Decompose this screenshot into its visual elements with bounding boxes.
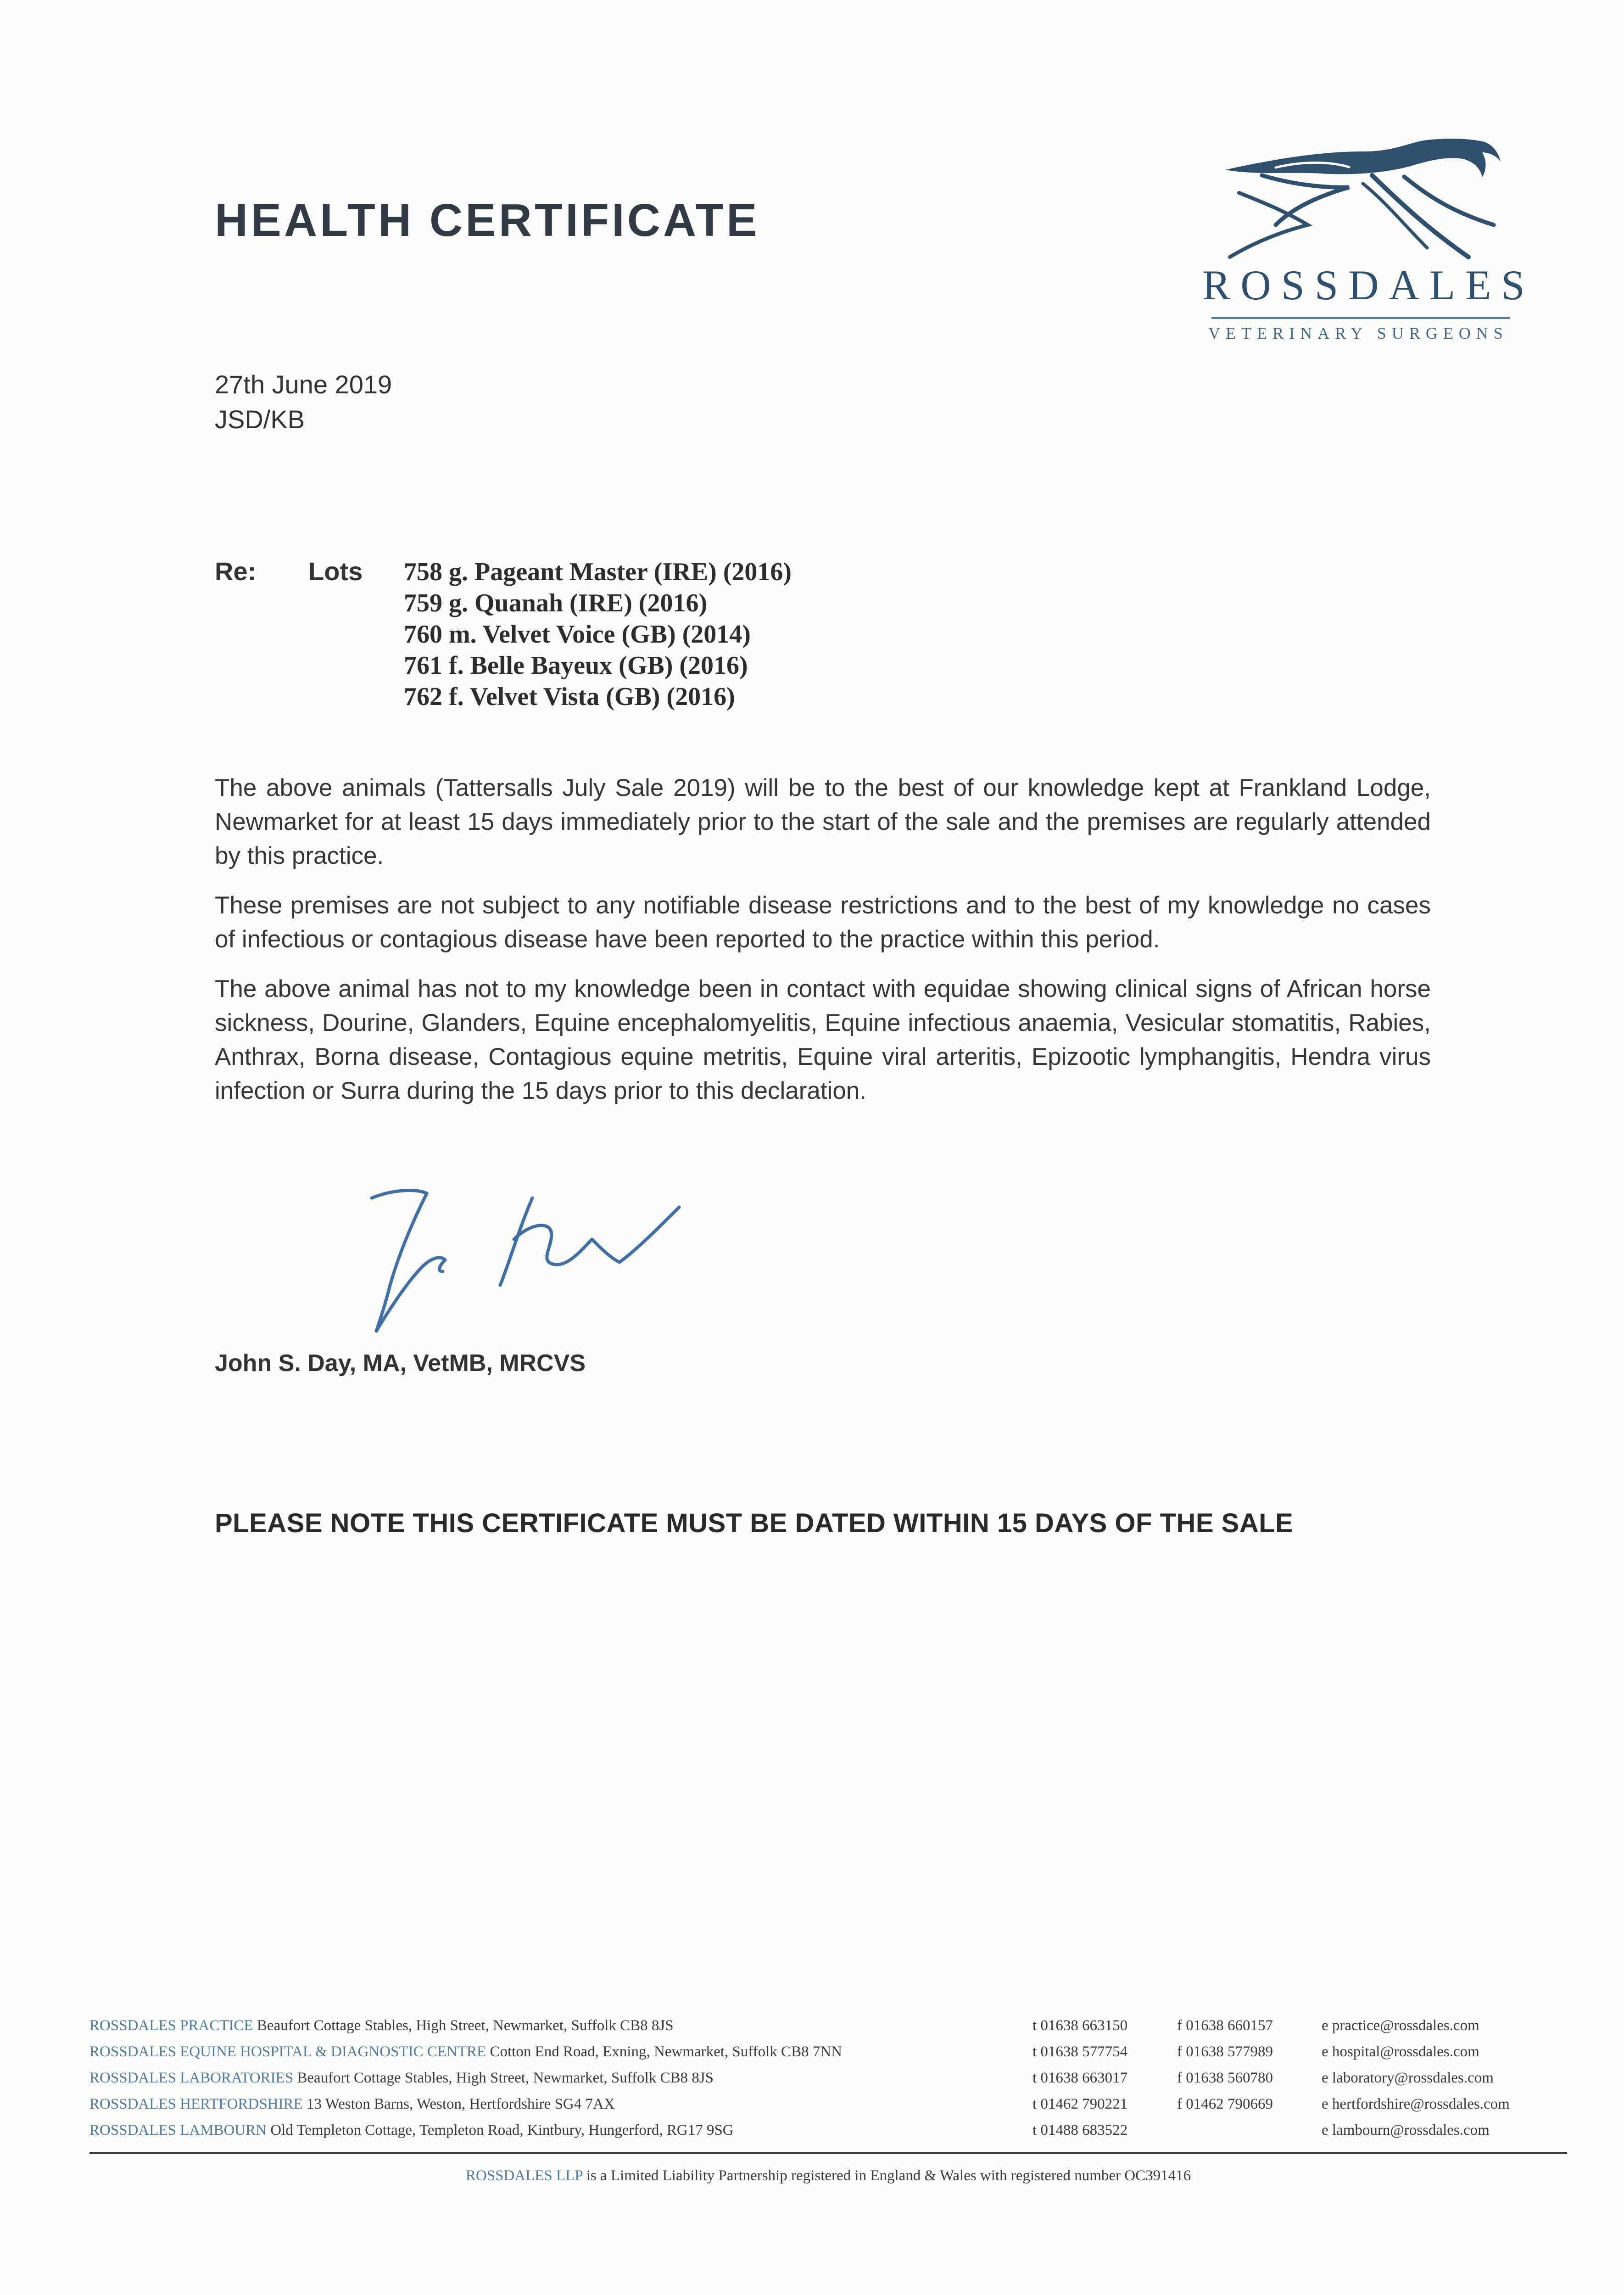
footer-address — [89, 2043, 842, 2060]
lot-item: 762 f. Velvet Vista (GB) (2016) — [404, 683, 735, 711]
lot-item: 759 g. Quanah (IRE) (2016) — [404, 589, 708, 617]
footer-fax: f 01638 560780 — [1177, 2070, 1273, 2086]
footer-row — [89, 2017, 1567, 2043]
footer-address-text: 13 Weston Barns, Weston, Hertfordshire SG4 7AX — [306, 2096, 615, 2112]
legal-text: is a Limited Liability Partnership registered in England & Wales with registered number OC391416 — [586, 2167, 1191, 2184]
footer-address-text: Beaufort Cottage Stables, High Street, Newmarket, Suffolk CB8 8JS — [257, 2017, 674, 2034]
page-title: HEALTH CERTIFICATE — [215, 195, 760, 246]
footer-address-text: Cotton End Road, Exning, Newmarket, Suffolk CB8 7NN — [490, 2043, 842, 2060]
letter-meta — [215, 367, 392, 437]
footer-fax: f 01638 577989 — [1177, 2043, 1273, 2060]
footer-row — [89, 2070, 1567, 2096]
lot-item: 758 g. Pageant Master (IRE) (2016) — [404, 558, 792, 586]
footer-phone: t 01638 577754 — [1032, 2043, 1128, 2060]
galloping-horse-icon — [1211, 133, 1505, 266]
lots-list — [404, 556, 792, 712]
footer-email[interactable]: e laboratory@rossdales.com — [1322, 2070, 1494, 2086]
sale-date-notice: PLEASE NOTE THIS CERTIFICATE MUST BE DATED WITHIN 15 DAYS OF THE SALE — [215, 1508, 1294, 1538]
letter-date: 27th June 2019 — [215, 370, 392, 399]
footer-address — [89, 2070, 714, 2087]
body-paragraph: The above animals (Tattersalls July Sale 2019) will be to the best of our knowledge kept at Frankland Lodge, Newmarket for at least 15 days immediately prior to the start of the sale and the premises are regularly attended by this practice. — [215, 774, 1431, 869]
footer-address — [89, 2096, 615, 2113]
footer-address — [89, 2017, 674, 2034]
footer-contacts — [89, 2017, 1567, 2148]
brand-tagline: VETERINARY SURGEONS — [1208, 324, 1508, 342]
signatory-name: John S. Day, MA, VetMB, MRCVS — [215, 1350, 586, 1377]
handwritten-signature — [363, 1180, 693, 1336]
lot-item: 760 m. Velvet Voice (GB) (2014) — [404, 620, 751, 649]
footer-org-name: ROSSDALES EQUINE HOSPITAL & DIAGNOSTIC CENTRE — [89, 2043, 486, 2060]
footer-org-name: ROSSDALES LABORATORIES — [89, 2070, 294, 2086]
footer-email[interactable]: e hospital@rossdales.com — [1322, 2043, 1479, 2060]
footer-email[interactable]: e practice@rossdales.com — [1322, 2017, 1479, 2034]
footer-address — [89, 2122, 734, 2139]
footer-org-name: ROSSDALES LAMBOURN — [89, 2122, 267, 2138]
lot-item: 761 f. Belle Bayeux (GB) (2016) — [404, 651, 748, 680]
letter-reference: JSD/KB — [215, 405, 305, 434]
footer-address-text: Beaufort Cottage Stables, High Street, Newmarket, Suffolk CB8 8JS — [297, 2070, 714, 2086]
footer-row — [89, 2096, 1567, 2122]
certificate-body — [215, 771, 1431, 1124]
footer-divider — [89, 2152, 1567, 2154]
footer-phone: t 01638 663017 — [1032, 2070, 1128, 2086]
footer-email[interactable]: e hertfordshire@rossdales.com — [1322, 2096, 1510, 2112]
body-paragraph: These premises are not subject to any notifiable disease restrictions and to the best of my knowledge no cases of infectious or contagious disease have been reported to the practice within this period. — [215, 892, 1431, 953]
footer-org-name: ROSSDALES HERTFORDSHIRE — [89, 2096, 303, 2112]
footer-phone: t 01488 683522 — [1032, 2122, 1128, 2138]
legal-entity-name: ROSSDALES LLP — [465, 2167, 583, 2184]
footer-fax: f 01638 660157 — [1177, 2017, 1273, 2034]
logo-divider — [1211, 317, 1510, 319]
brand-name: ROSSDALES — [1202, 262, 1535, 308]
footer-row — [89, 2043, 1567, 2070]
footer-email[interactable]: e lambourn@rossdales.com — [1322, 2122, 1490, 2138]
footer-row — [89, 2122, 1567, 2148]
body-paragraph: The above animal has not to my knowledge been in contact with equidae showing clinical signs of African horse sickness, Dourine, Glanders, Equine encephalomyelitis, Equine infectious anaemia, Vesicular stomatitis, Rabies, Anthrax, Borna disease, Contagious equine metritis, Equine viral arteritis, Epizootic lymphangitis, Hendra virus infection or Surra during the 15 days prior to this declaration. — [215, 975, 1431, 1104]
footer-fax: f 01462 790669 — [1177, 2096, 1273, 2112]
re-label: Re: — [215, 557, 257, 586]
footer-address-text: Old Templeton Cottage, Templeton Road, Kintbury, Hungerford, RG17 9SG — [270, 2122, 734, 2138]
footer-org-name: ROSSDALES PRACTICE — [89, 2017, 253, 2034]
lots-label: Lots — [308, 557, 363, 586]
footer-phone: t 01638 663150 — [1032, 2017, 1128, 2034]
footer-phone: t 01462 790221 — [1032, 2096, 1128, 2112]
rossdales-logo — [1202, 133, 1535, 349]
footer-legal-notice — [89, 2167, 1567, 2184]
